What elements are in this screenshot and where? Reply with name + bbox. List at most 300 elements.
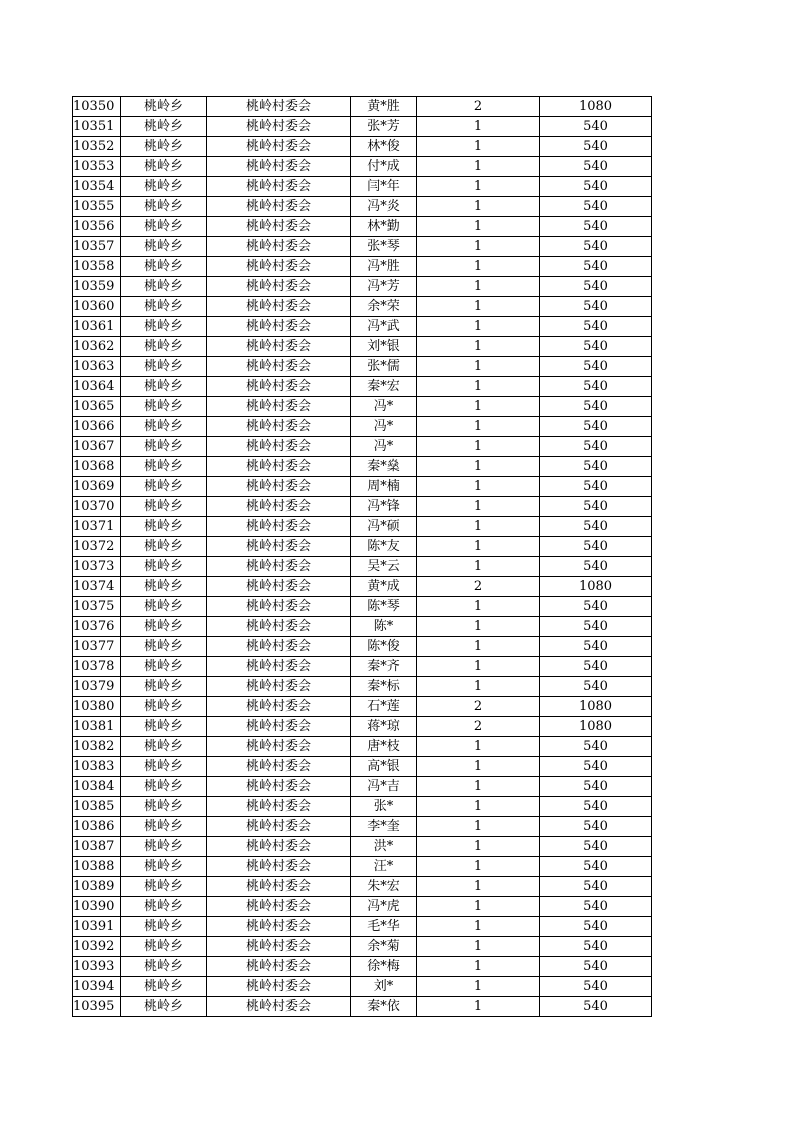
cell-amount: 540: [540, 417, 652, 437]
cell-amount: 540: [540, 657, 652, 677]
cell-amount: 540: [540, 637, 652, 657]
cell-count: 1: [417, 457, 540, 477]
cell-amount: 540: [540, 237, 652, 257]
table-row: [73, 377, 652, 397]
cell-name: 李*奎: [351, 817, 417, 837]
cell-town: 桃岭乡: [121, 897, 207, 917]
cell-id: 10387: [73, 837, 121, 857]
cell-name: 张*儒: [351, 357, 417, 377]
cell-name: 洪*: [351, 837, 417, 857]
table-row: [73, 177, 652, 197]
cell-amount: 540: [540, 517, 652, 537]
table-row: [73, 257, 652, 277]
cell-count: 1: [417, 897, 540, 917]
cell-count: 1: [417, 277, 540, 297]
cell-name: 陈*俊: [351, 637, 417, 657]
cell-town: 桃岭乡: [121, 237, 207, 257]
cell-name: 黄*胜: [351, 97, 417, 117]
cell-amount: 540: [540, 857, 652, 877]
cell-amount: 540: [540, 837, 652, 857]
cell-name: 秦*燊: [351, 457, 417, 477]
cell-amount: 540: [540, 337, 652, 357]
cell-town: 桃岭乡: [121, 877, 207, 897]
cell-name: 秦*依: [351, 997, 417, 1017]
cell-id: 10370: [73, 497, 121, 517]
cell-town: 桃岭乡: [121, 817, 207, 837]
cell-amount: 540: [540, 877, 652, 897]
cell-id: 10379: [73, 677, 121, 697]
cell-count: 1: [417, 877, 540, 897]
cell-amount: 540: [540, 977, 652, 997]
cell-town: 桃岭乡: [121, 697, 207, 717]
table-row: [73, 717, 652, 737]
cell-id: 10363: [73, 357, 121, 377]
cell-town: 桃岭乡: [121, 157, 207, 177]
cell-id: 10378: [73, 657, 121, 677]
table-row: [73, 537, 652, 557]
table-row: [73, 977, 652, 997]
cell-town: 桃岭乡: [121, 717, 207, 737]
cell-town: 桃岭乡: [121, 437, 207, 457]
cell-id: 10394: [73, 977, 121, 997]
cell-village: 桃岭村委会: [207, 137, 351, 157]
table-row: [73, 637, 652, 657]
cell-count: 1: [417, 617, 540, 637]
cell-village: 桃岭村委会: [207, 497, 351, 517]
cell-village: 桃岭村委会: [207, 917, 351, 937]
cell-name: 张*芳: [351, 117, 417, 137]
cell-count: 1: [417, 817, 540, 837]
cell-count: 1: [417, 597, 540, 617]
cell-village: 桃岭村委会: [207, 637, 351, 657]
cell-count: 1: [417, 757, 540, 777]
cell-village: 桃岭村委会: [207, 117, 351, 137]
cell-town: 桃岭乡: [121, 837, 207, 857]
cell-id: 10386: [73, 817, 121, 837]
table-row: [73, 577, 652, 597]
cell-name: 秦*齐: [351, 657, 417, 677]
cell-town: 桃岭乡: [121, 217, 207, 237]
cell-name: 冯*虎: [351, 897, 417, 917]
table-row: [73, 297, 652, 317]
cell-amount: 540: [540, 597, 652, 617]
table-body: [73, 97, 652, 1017]
table-row: [73, 937, 652, 957]
cell-town: 桃岭乡: [121, 797, 207, 817]
cell-town: 桃岭乡: [121, 277, 207, 297]
cell-id: 10384: [73, 777, 121, 797]
cell-village: 桃岭村委会: [207, 557, 351, 577]
cell-count: 1: [417, 397, 540, 417]
cell-name: 黄*成: [351, 577, 417, 597]
cell-town: 桃岭乡: [121, 777, 207, 797]
cell-village: 桃岭村委会: [207, 857, 351, 877]
cell-town: 桃岭乡: [121, 977, 207, 997]
cell-count: 1: [417, 237, 540, 257]
cell-name: 林*俊: [351, 137, 417, 157]
cell-count: 1: [417, 117, 540, 137]
cell-village: 桃岭村委会: [207, 997, 351, 1017]
cell-town: 桃岭乡: [121, 657, 207, 677]
cell-id: 10351: [73, 117, 121, 137]
cell-count: 1: [417, 857, 540, 877]
table-row: [73, 777, 652, 797]
cell-id: 10395: [73, 997, 121, 1017]
cell-village: 桃岭村委会: [207, 897, 351, 917]
cell-name: 冯*锋: [351, 497, 417, 517]
table-row: [73, 997, 652, 1017]
cell-amount: 540: [540, 377, 652, 397]
cell-town: 桃岭乡: [121, 317, 207, 337]
table-row: [73, 557, 652, 577]
cell-amount: 1080: [540, 97, 652, 117]
cell-amount: 540: [540, 817, 652, 837]
cell-town: 桃岭乡: [121, 737, 207, 757]
cell-name: 刘*: [351, 977, 417, 997]
cell-amount: 540: [540, 397, 652, 417]
cell-name: 朱*宏: [351, 877, 417, 897]
cell-count: 1: [417, 477, 540, 497]
cell-amount: 540: [540, 757, 652, 777]
cell-town: 桃岭乡: [121, 917, 207, 937]
cell-amount: 540: [540, 437, 652, 457]
table-row: [73, 337, 652, 357]
cell-town: 桃岭乡: [121, 377, 207, 397]
table-row: [73, 897, 652, 917]
cell-name: 秦*宏: [351, 377, 417, 397]
cell-village: 桃岭村委会: [207, 397, 351, 417]
table-row: [73, 697, 652, 717]
cell-amount: 540: [540, 897, 652, 917]
cell-village: 桃岭村委会: [207, 197, 351, 217]
cell-id: 10353: [73, 157, 121, 177]
cell-village: 桃岭村委会: [207, 617, 351, 637]
cell-amount: 540: [540, 217, 652, 237]
cell-count: 1: [417, 837, 540, 857]
table-row: [73, 217, 652, 237]
cell-id: 10361: [73, 317, 121, 337]
cell-name: 陈*友: [351, 537, 417, 557]
cell-id: 10388: [73, 857, 121, 877]
cell-town: 桃岭乡: [121, 397, 207, 417]
cell-name: 冯*炎: [351, 197, 417, 217]
cell-amount: 540: [540, 917, 652, 937]
cell-town: 桃岭乡: [121, 617, 207, 637]
cell-id: 10360: [73, 297, 121, 317]
cell-town: 桃岭乡: [121, 557, 207, 577]
cell-name: 陈*琴: [351, 597, 417, 617]
table-row: [73, 277, 652, 297]
cell-town: 桃岭乡: [121, 517, 207, 537]
table-row: [73, 477, 652, 497]
cell-name: 吴*云: [351, 557, 417, 577]
table-row: [73, 817, 652, 837]
cell-village: 桃岭村委会: [207, 237, 351, 257]
cell-amount: 540: [540, 957, 652, 977]
cell-id: 10381: [73, 717, 121, 737]
cell-name: 徐*梅: [351, 957, 417, 977]
table-row: [73, 437, 652, 457]
cell-town: 桃岭乡: [121, 577, 207, 597]
cell-count: 1: [417, 377, 540, 397]
cell-village: 桃岭村委会: [207, 277, 351, 297]
cell-town: 桃岭乡: [121, 757, 207, 777]
cell-count: 1: [417, 637, 540, 657]
cell-village: 桃岭村委会: [207, 797, 351, 817]
cell-village: 桃岭村委会: [207, 757, 351, 777]
cell-id: 10374: [73, 577, 121, 597]
table-row: [73, 97, 652, 117]
cell-village: 桃岭村委会: [207, 717, 351, 737]
table-row: [73, 497, 652, 517]
cell-amount: 540: [540, 137, 652, 157]
cell-id: 10358: [73, 257, 121, 277]
cell-count: 2: [417, 717, 540, 737]
table-row: [73, 677, 652, 697]
cell-village: 桃岭村委会: [207, 817, 351, 837]
cell-id: 10362: [73, 337, 121, 357]
cell-town: 桃岭乡: [121, 417, 207, 437]
cell-name: 冯*吉: [351, 777, 417, 797]
subsidy-table: [72, 96, 652, 1017]
cell-amount: 540: [540, 537, 652, 557]
cell-town: 桃岭乡: [121, 477, 207, 497]
cell-count: 1: [417, 537, 540, 557]
cell-name: 张*: [351, 797, 417, 817]
cell-id: 10373: [73, 557, 121, 577]
table-row: [73, 357, 652, 377]
table-row: [73, 657, 652, 677]
cell-name: 冯*武: [351, 317, 417, 337]
cell-village: 桃岭村委会: [207, 217, 351, 237]
cell-amount: 540: [540, 197, 652, 217]
cell-village: 桃岭村委会: [207, 657, 351, 677]
cell-name: 冯*芳: [351, 277, 417, 297]
cell-village: 桃岭村委会: [207, 597, 351, 617]
cell-count: 1: [417, 297, 540, 317]
cell-village: 桃岭村委会: [207, 437, 351, 457]
cell-village: 桃岭村委会: [207, 517, 351, 537]
cell-town: 桃岭乡: [121, 537, 207, 557]
cell-name: 林*勤: [351, 217, 417, 237]
cell-count: 1: [417, 557, 540, 577]
cell-name: 毛*华: [351, 917, 417, 937]
cell-count: 1: [417, 677, 540, 697]
cell-name: 陈*: [351, 617, 417, 637]
cell-amount: 540: [540, 317, 652, 337]
cell-village: 桃岭村委会: [207, 457, 351, 477]
cell-count: 1: [417, 257, 540, 277]
cell-count: 1: [417, 937, 540, 957]
cell-count: 1: [417, 977, 540, 997]
cell-count: 1: [417, 157, 540, 177]
table-row: [73, 917, 652, 937]
cell-id: 10383: [73, 757, 121, 777]
cell-amount: 540: [540, 497, 652, 517]
cell-name: 唐*枝: [351, 737, 417, 757]
cell-village: 桃岭村委会: [207, 677, 351, 697]
cell-name: 高*银: [351, 757, 417, 777]
cell-amount: 540: [540, 297, 652, 317]
table-row: [73, 597, 652, 617]
cell-amount: 540: [540, 277, 652, 297]
cell-town: 桃岭乡: [121, 457, 207, 477]
cell-id: 10356: [73, 217, 121, 237]
cell-id: 10375: [73, 597, 121, 617]
table-row: [73, 957, 652, 977]
cell-name: 余*荣: [351, 297, 417, 317]
cell-amount: 540: [540, 457, 652, 477]
cell-town: 桃岭乡: [121, 677, 207, 697]
cell-count: 1: [417, 317, 540, 337]
cell-amount: 540: [540, 157, 652, 177]
cell-count: 1: [417, 197, 540, 217]
cell-id: 10355: [73, 197, 121, 217]
table-row: [73, 197, 652, 217]
cell-name: 刘*银: [351, 337, 417, 357]
table-row: [73, 137, 652, 157]
cell-town: 桃岭乡: [121, 117, 207, 137]
cell-count: 1: [417, 357, 540, 377]
cell-town: 桃岭乡: [121, 257, 207, 277]
cell-village: 桃岭村委会: [207, 737, 351, 757]
cell-amount: 540: [540, 257, 652, 277]
cell-name: 蒋*琼: [351, 717, 417, 737]
cell-id: 10352: [73, 137, 121, 157]
cell-village: 桃岭村委会: [207, 157, 351, 177]
cell-amount: 540: [540, 737, 652, 757]
table-row: [73, 757, 652, 777]
cell-village: 桃岭村委会: [207, 837, 351, 857]
cell-name: 余*菊: [351, 937, 417, 957]
cell-village: 桃岭村委会: [207, 357, 351, 377]
cell-town: 桃岭乡: [121, 857, 207, 877]
cell-count: 1: [417, 517, 540, 537]
table-row: [73, 737, 652, 757]
cell-id: 10390: [73, 897, 121, 917]
cell-name: 付*成: [351, 157, 417, 177]
table-row: [73, 877, 652, 897]
cell-town: 桃岭乡: [121, 637, 207, 657]
cell-id: 10371: [73, 517, 121, 537]
table-row: [73, 397, 652, 417]
cell-town: 桃岭乡: [121, 957, 207, 977]
cell-amount: 540: [540, 997, 652, 1017]
cell-name: 闫*年: [351, 177, 417, 197]
cell-count: 2: [417, 577, 540, 597]
cell-village: 桃岭村委会: [207, 977, 351, 997]
cell-amount: 1080: [540, 697, 652, 717]
cell-id: 10380: [73, 697, 121, 717]
cell-id: 10391: [73, 917, 121, 937]
cell-village: 桃岭村委会: [207, 937, 351, 957]
cell-name: 石*莲: [351, 697, 417, 717]
cell-name: 张*琴: [351, 237, 417, 257]
cell-town: 桃岭乡: [121, 177, 207, 197]
cell-id: 10377: [73, 637, 121, 657]
cell-town: 桃岭乡: [121, 297, 207, 317]
cell-count: 1: [417, 657, 540, 677]
cell-town: 桃岭乡: [121, 497, 207, 517]
cell-village: 桃岭村委会: [207, 377, 351, 397]
cell-id: 10350: [73, 97, 121, 117]
cell-id: 10392: [73, 937, 121, 957]
cell-id: 10366: [73, 417, 121, 437]
cell-count: 1: [417, 137, 540, 157]
cell-village: 桃岭村委会: [207, 697, 351, 717]
cell-amount: 540: [540, 557, 652, 577]
cell-id: 10389: [73, 877, 121, 897]
cell-count: 1: [417, 337, 540, 357]
cell-name: 冯*硕: [351, 517, 417, 537]
cell-amount: 540: [540, 677, 652, 697]
table-row: [73, 617, 652, 637]
cell-town: 桃岭乡: [121, 357, 207, 377]
cell-village: 桃岭村委会: [207, 177, 351, 197]
cell-name: 汪*: [351, 857, 417, 877]
cell-amount: 540: [540, 777, 652, 797]
table-row: [73, 517, 652, 537]
cell-count: 1: [417, 417, 540, 437]
cell-name: 冯*: [351, 397, 417, 417]
cell-town: 桃岭乡: [121, 997, 207, 1017]
cell-amount: 540: [540, 937, 652, 957]
cell-town: 桃岭乡: [121, 137, 207, 157]
cell-village: 桃岭村委会: [207, 317, 351, 337]
cell-amount: 540: [540, 177, 652, 197]
cell-town: 桃岭乡: [121, 597, 207, 617]
cell-name: 冯*: [351, 417, 417, 437]
cell-id: 10369: [73, 477, 121, 497]
cell-id: 10385: [73, 797, 121, 817]
cell-count: 1: [417, 217, 540, 237]
cell-count: 1: [417, 797, 540, 817]
table-row: [73, 417, 652, 437]
cell-name: 秦*标: [351, 677, 417, 697]
cell-count: 1: [417, 437, 540, 457]
cell-amount: 540: [540, 617, 652, 637]
cell-village: 桃岭村委会: [207, 417, 351, 437]
cell-id: 10367: [73, 437, 121, 457]
cell-count: 1: [417, 497, 540, 517]
cell-amount: 1080: [540, 577, 652, 597]
table-row: [73, 457, 652, 477]
cell-id: 10382: [73, 737, 121, 757]
cell-count: 1: [417, 777, 540, 797]
cell-count: 2: [417, 697, 540, 717]
table-row: [73, 857, 652, 877]
cell-amount: 540: [540, 477, 652, 497]
cell-village: 桃岭村委会: [207, 957, 351, 977]
cell-id: 10365: [73, 397, 121, 417]
cell-town: 桃岭乡: [121, 937, 207, 957]
cell-name: 冯*胜: [351, 257, 417, 277]
cell-village: 桃岭村委会: [207, 537, 351, 557]
cell-village: 桃岭村委会: [207, 777, 351, 797]
cell-id: 10364: [73, 377, 121, 397]
cell-village: 桃岭村委会: [207, 297, 351, 317]
cell-count: 1: [417, 917, 540, 937]
table-row: [73, 837, 652, 857]
table-row: [73, 117, 652, 137]
cell-id: 10354: [73, 177, 121, 197]
cell-id: 10368: [73, 457, 121, 477]
table-row: [73, 317, 652, 337]
cell-id: 10357: [73, 237, 121, 257]
cell-village: 桃岭村委会: [207, 337, 351, 357]
cell-amount: 540: [540, 357, 652, 377]
cell-town: 桃岭乡: [121, 197, 207, 217]
